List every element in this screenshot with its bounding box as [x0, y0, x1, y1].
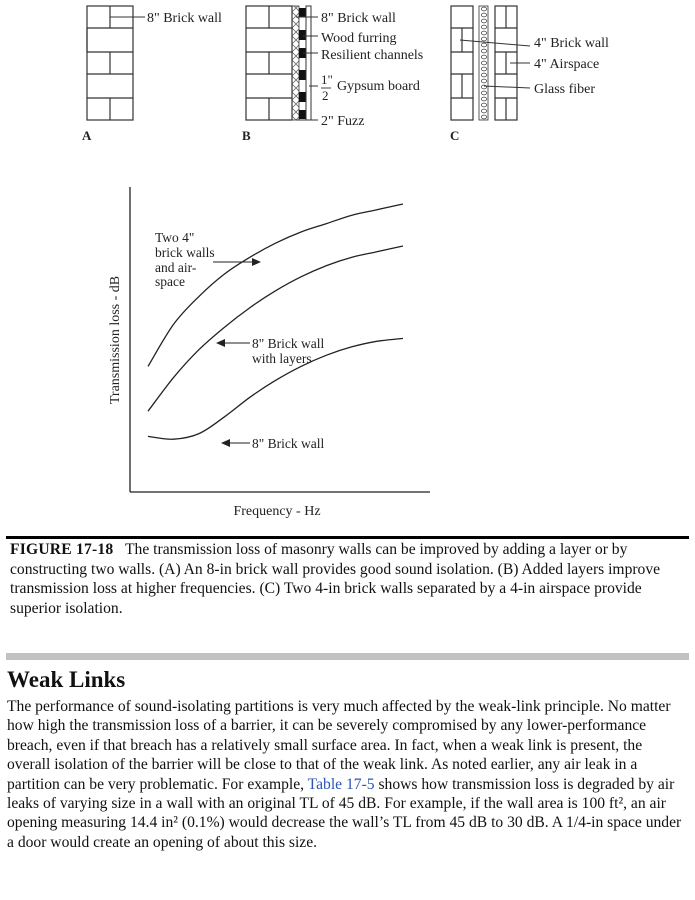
arrowhead-2 — [221, 439, 230, 447]
section-heading: Weak Links — [7, 667, 126, 692]
figure-label: FIGURE 17-18 — [10, 541, 114, 558]
transmission-loss-chart — [108, 187, 430, 519]
label-resilient-channels: Resilient channels — [321, 48, 424, 63]
body-paragraph — [7, 697, 689, 852]
arrowhead-1 — [216, 339, 225, 347]
brick-wall-8in — [87, 6, 133, 120]
label-8in-brick-wall: 8" Brick wall — [147, 11, 222, 26]
wood-furring-blocks — [299, 8, 306, 119]
label-gypsum-fraction-den: 2 — [322, 88, 329, 103]
caption-text: The transmission loss of masonry walls can be improved by adding a layer or by constructing two walls. (A) An 8-in brick wall provides good sound isolation. (B) Added layers improve transmission loss at higher frequencies. (C) Two 4-in brick walls separated by a 4-in airspace provide superior isolation. — [10, 541, 661, 617]
brick-wall-4in-left — [451, 6, 473, 120]
label-4in-brick-wall: 4" Brick wall — [534, 36, 609, 51]
brick-wall-8in-layered — [246, 6, 292, 120]
label-8in-brick-wall-b: 8" Brick wall — [321, 11, 396, 26]
label-glass-fiber: Glass fiber — [534, 82, 596, 97]
series-label-two-4in-brick-walls: Two 4" brick walls and air- space — [155, 230, 215, 289]
arrowhead-0 — [252, 258, 261, 266]
panel-letter-c: C — [450, 128, 460, 143]
paragraph-text-part2: shows how transmission loss is degraded by air leaks of varying size in a wall with an original TL of 45 dB. For example, if the wall area is 100 ft², an air opening measuring 14.4 in² (0.1%) would decrease the wall’s TL from 45 dB to 30 dB. A 1/4-in space under a door would create an opening of about this size. — [7, 775, 682, 851]
gypsum-board — [306, 6, 311, 120]
glass-fiber-layer — [479, 6, 488, 120]
label-wood-furring: Wood furring — [321, 31, 397, 46]
series-label-8in-brick-wall-with-layers: 8" Brick wall with layers — [252, 336, 325, 366]
label-gypsum-board: Gypsum board — [337, 79, 420, 94]
y-axis-label: Transmission loss - dB — [108, 275, 123, 405]
figure-caption — [10, 540, 682, 618]
caption-top-rule — [6, 536, 689, 539]
panel-a-diagram — [82, 6, 222, 143]
section-divider — [6, 653, 689, 660]
paragraph-text-part1: The performance of sound-isolating partitions is very much affected by the weak-link principle. No matter how high the transmission loss of a barrier, it can be severely compromised by any lower-performance breach, even if that breach has a relatively small surface area. In fact, when a weak link is present, the overall isolation of the barrier will be close to that of the weak link. As noted earlier, any air leak in a partition can be very problematic. For example, — [7, 698, 671, 793]
series-label-8in-brick-wall: 8" Brick wall — [252, 436, 325, 451]
label-2in-fuzz: 2" Fuzz — [321, 114, 365, 129]
label-gypsum-fraction-num: 1" — [321, 72, 333, 87]
panel-letter-a: A — [82, 128, 92, 143]
table-17-5-link[interactable]: Table 17-5 — [307, 775, 375, 793]
fuzz-layer — [292, 6, 299, 120]
panel-b-diagram — [242, 6, 423, 143]
panel-c-diagram — [450, 6, 609, 143]
label-4in-airspace: 4" Airspace — [534, 57, 600, 72]
panel-letter-b: B — [242, 128, 251, 143]
x-axis-label: Frequency - Hz — [233, 504, 321, 519]
